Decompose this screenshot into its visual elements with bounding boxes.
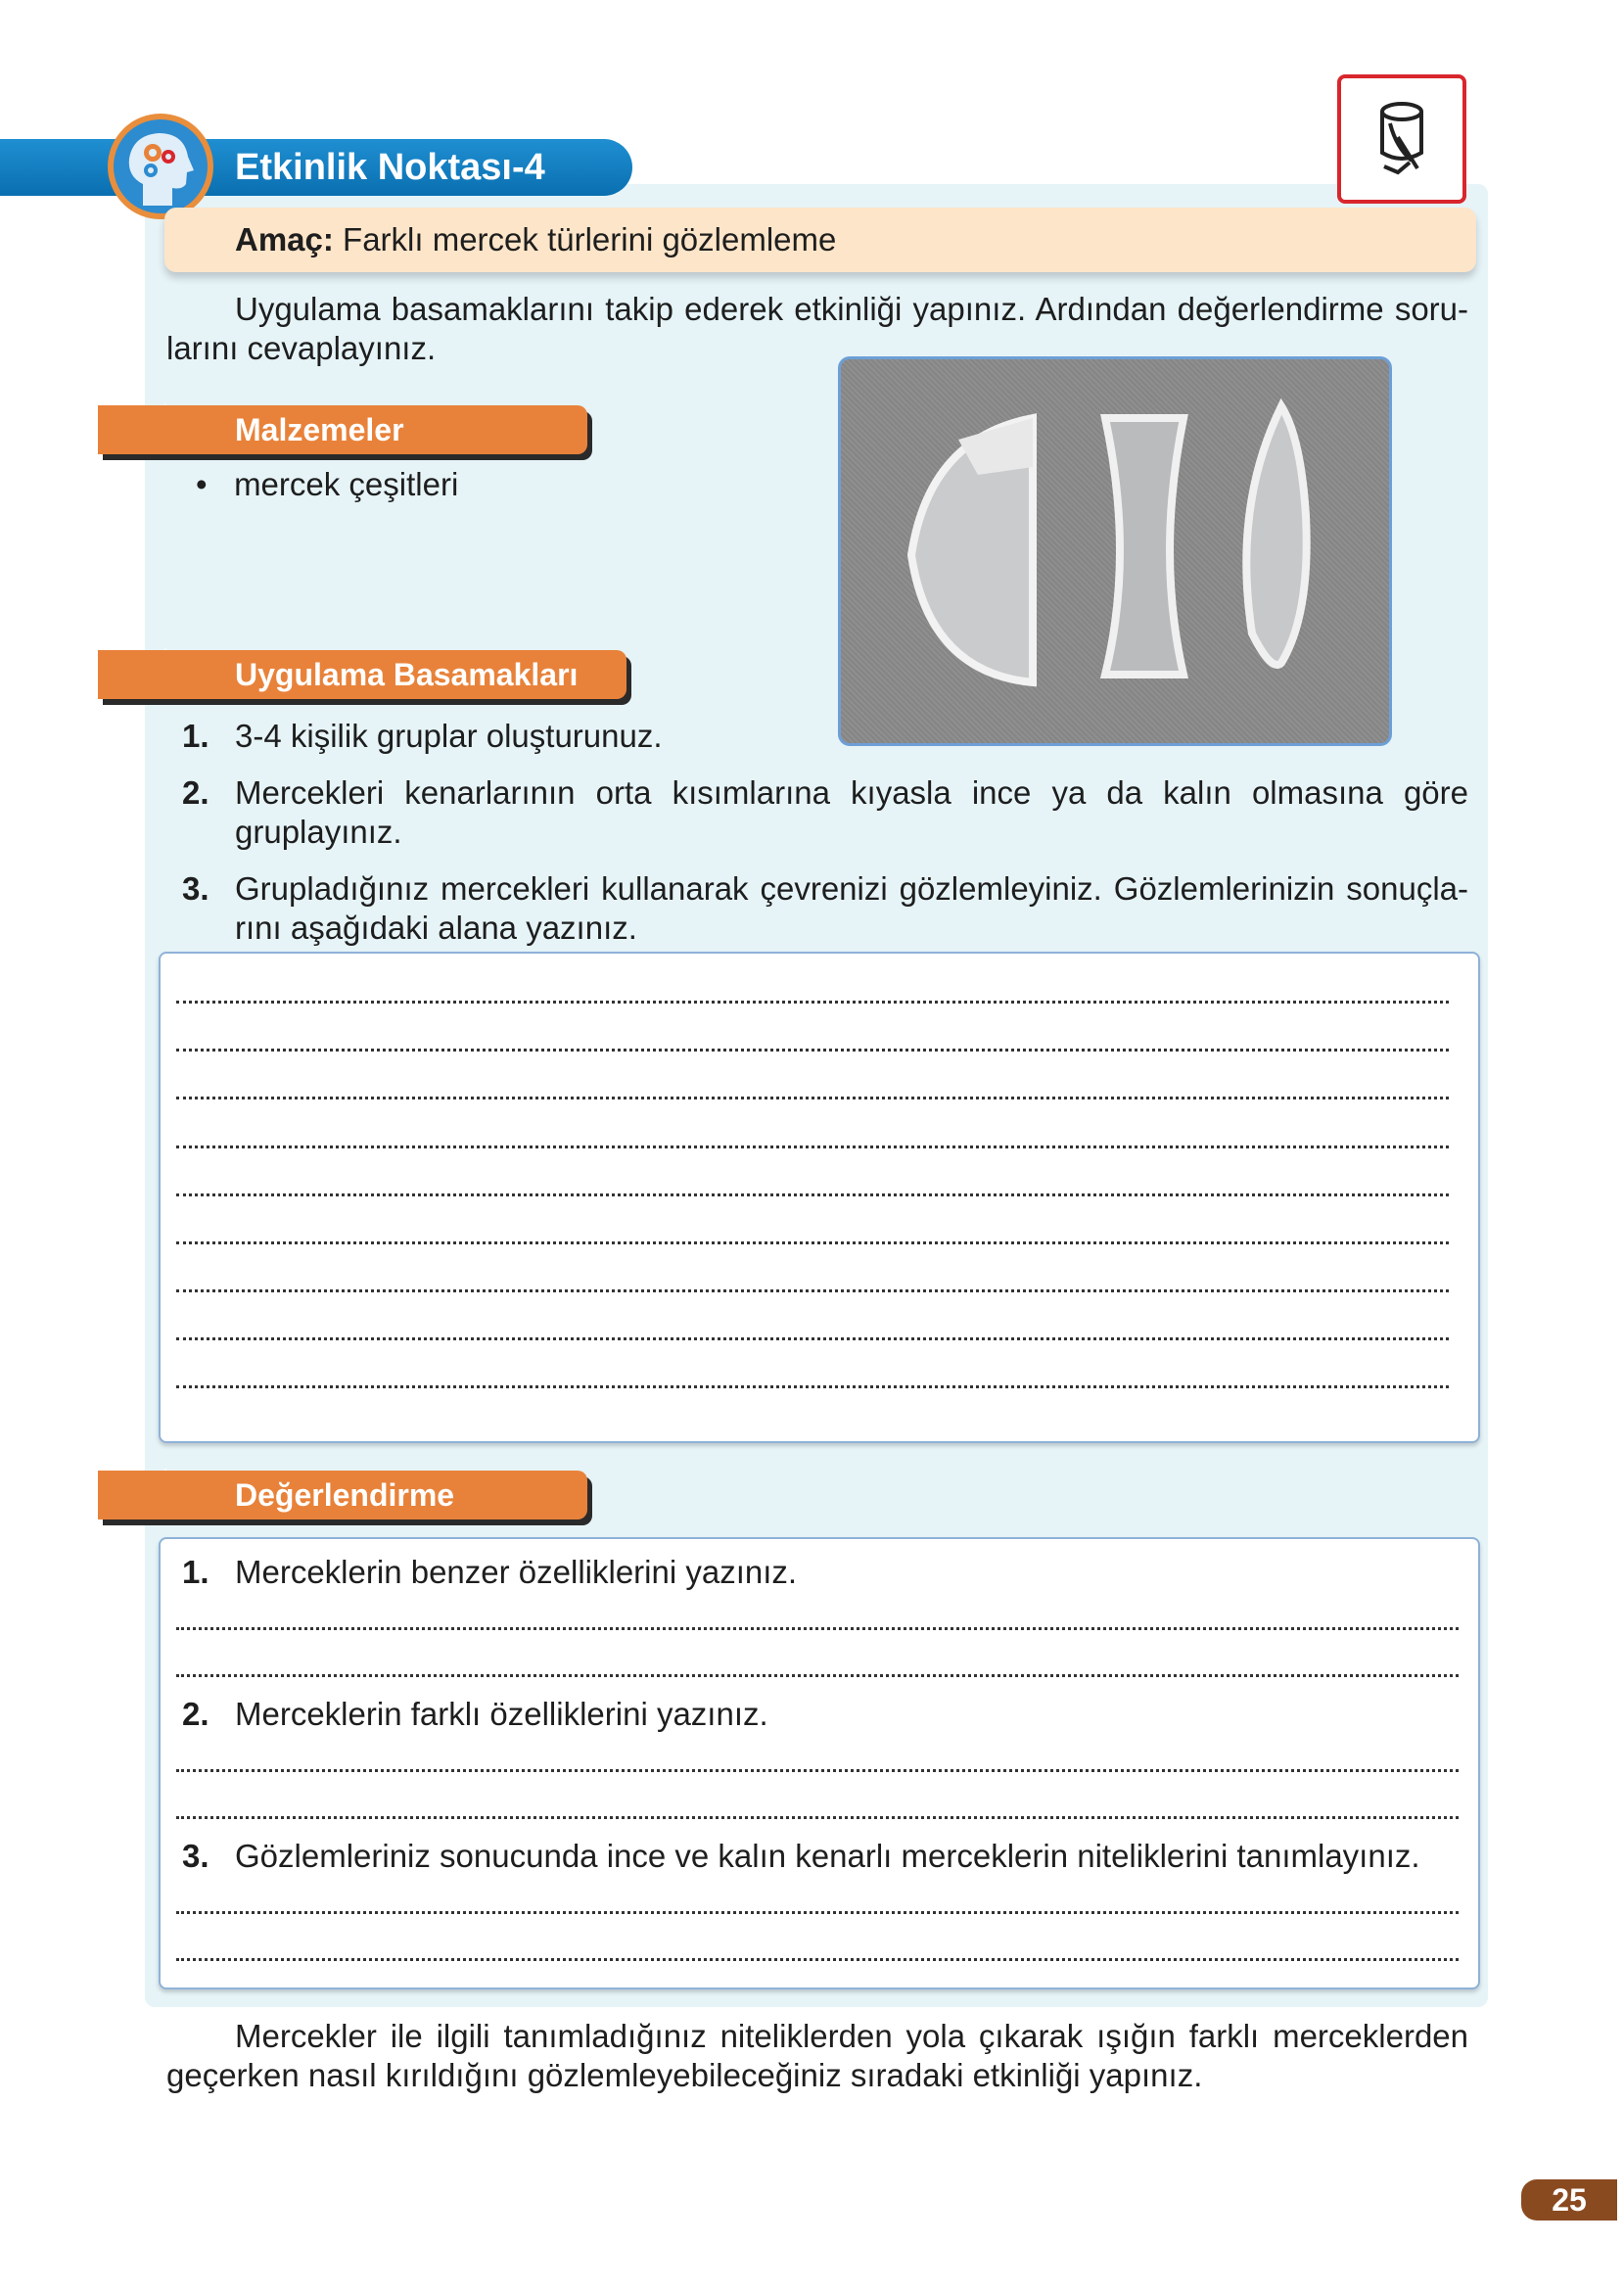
steps-tab [98,650,626,699]
question-3-text: Gözlemleriniz sonucunda ince ve kalın kenarlı merceklerin niteliklerini tanımlayınız. [235,1838,1420,1874]
steps-title: Uygulama Basamakları [235,657,579,692]
materials-item-text: mercek çeşitleri [234,466,459,502]
closing-paragraph: Mercekler ile ilgili tanımladığınız niteliklerden yola çıkarak ışığın farklı merceklerden geçerken nasıl kırıldığını gözlemleyebileceğiniz sıradaki etkinliği yapınız. [166,2018,1468,2093]
intro-paragraph: Uygulama basamaklarını takip ederek etkinliği yapınız. Ardından değerlendirme soru-larını cevaplayınız. [166,291,1468,366]
question-2-text: Merceklerin farklı özelliklerini yazınız. [235,1696,768,1732]
writing-line [176,1097,1449,1099]
experiment-icon [1341,78,1462,200]
writing-line [176,1049,1449,1052]
lenses-photo [838,356,1392,746]
writing-line [176,1289,1449,1292]
experiment-icon-box [1337,74,1466,204]
question-3-number: 3. [182,1838,209,1874]
writing-line [176,1146,1449,1148]
aim-value: Farklı mercek türlerini gözlemleme [343,221,837,257]
writing-line [176,1385,1449,1388]
observation-box[interactable] [159,952,1480,1443]
materials-tab [98,405,587,454]
head-gears-icon [108,114,213,219]
answer-line[interactable] [176,1958,1459,1961]
writing-line [176,1241,1449,1244]
aim-box [164,208,1476,272]
activity-title: Etkinlik Noktası-4 [235,147,545,188]
aim-label: Amaç: [235,221,334,257]
question-2-number: 2. [182,1696,209,1732]
answer-line[interactable] [176,1911,1459,1914]
step-1-number: 1. [182,718,209,754]
step-2-number: 2. [182,774,209,811]
step-3-text: Grupladığınız mercekleri kullanarak çevrenizi gözlemleyiniz. Gözlemlerinizin sonuçla-rını aşağıdaki alana yazınız. [235,870,1468,946]
step-1-text: 3-4 kişilik gruplar oluşturunuz. [235,718,663,754]
answer-line[interactable] [176,1627,1459,1630]
page-number: 25 [1521,2179,1617,2221]
materials-item [196,465,458,504]
writing-line [176,1193,1449,1196]
materials-title: Malzemeler [235,412,404,447]
evaluation-tab [98,1471,587,1520]
evaluation-box [159,1537,1480,1989]
answer-line[interactable] [176,1769,1459,1772]
answer-line[interactable] [176,1816,1459,1819]
writing-line [176,1337,1449,1340]
writing-line [176,1001,1449,1004]
evaluation-title: Değerlendirme [235,1477,455,1513]
step-2-text: Mercekleri kenarlarının orta kısımlarına kıyasla ince ya da kalın olmasına göre gruplayınız. [235,774,1468,850]
question-1-number: 1. [182,1554,209,1590]
aim-text [235,219,836,260]
step-3-number: 3. [182,870,209,907]
bullet-icon: • [196,466,235,502]
answer-line[interactable] [176,1674,1459,1677]
question-1-text: Merceklerin benzer özelliklerini yazınız. [235,1554,798,1590]
